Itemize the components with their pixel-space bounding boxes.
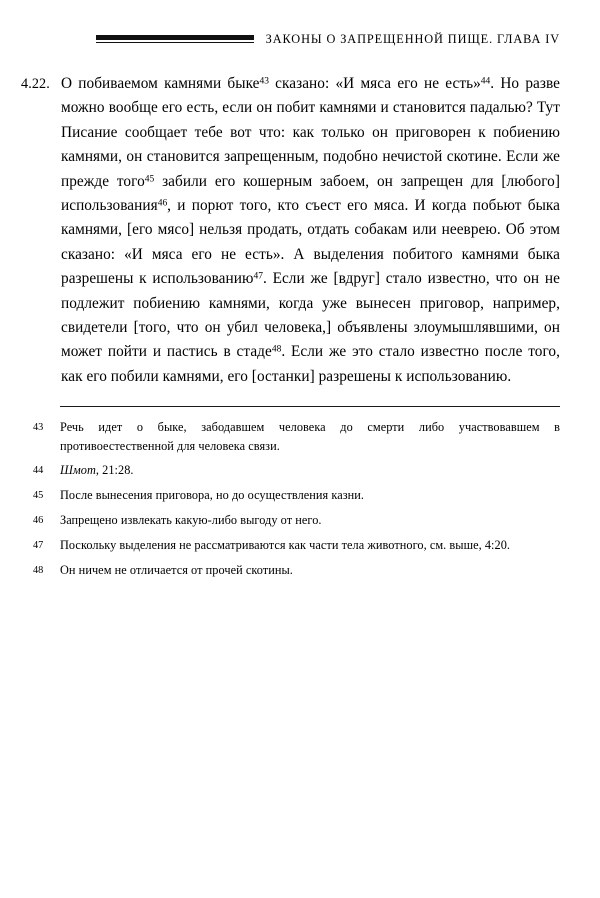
footnote-text: Он ничем не отличается от прочей скотины. [60, 563, 293, 578]
footnote-item [20, 461, 560, 481]
footnote-ref-43[interactable]: 43 [259, 76, 269, 87]
footnote-number[interactable]: 48 [33, 565, 44, 577]
footnote-ref-48[interactable]: 48 [271, 344, 282, 355]
footnote-text: Речь идет о быке, забодавшем человека до смерти либо участвовавшем в противоестественной для человека связи. [60, 420, 560, 453]
footnote-item [20, 418, 560, 455]
footnote-item [20, 511, 560, 531]
footnote-text: Поскольку выделения не рассматриваются как части тела животного, см. выше, 4:20. [60, 538, 511, 553]
body-text-block [20, 72, 560, 389]
footnote-item [20, 486, 560, 506]
footnote-ref-44[interactable]: 44 [480, 76, 491, 87]
paragraph-part-6: . Если же [вдруг] стало известно, что он не подлежит побиению камнями, когда уже вынесен приговор, например, свидетели [того, что он убил человека,] объявлены злоумышлявшими, он может пойти и пастись в стаде [61, 270, 560, 361]
paragraph-part-1: О побиваемом камнями быке [61, 75, 260, 92]
footnote-text: Запрещено извлекать какую-либо выгоду от него. [60, 512, 322, 527]
footnote-number[interactable]: 47 [33, 540, 44, 552]
footnote-ref-45[interactable]: 45 [144, 174, 155, 185]
running-header-title: ЗАКОНЫ О ЗАПРЕЩЕННОЙ ПИЩЕ. ГЛАВА IV [265, 32, 560, 47]
footnote-text: После вынесения приговора, но до осуществления казни. [60, 487, 365, 502]
paragraph-part-5: , и порют того, кто съест его мяса. И когда побьют быка камнями, [его мясо] нельзя продать, отдать собакам или нееврею. Об этом сказано: «И мяса его не есть». А выделения побитого камнями быка разрешены к использованию [61, 197, 560, 288]
running-header [60, 28, 560, 52]
paragraph-part-4: забили его кошерным забоем, он запрещен для [любого] использования [61, 172, 560, 215]
footnote-ref-47[interactable]: 47 [253, 271, 263, 282]
footnote-text [60, 461, 560, 480]
section-4-22 [20, 72, 560, 389]
footnote-ref-46[interactable]: 46 [157, 198, 168, 209]
footnote-number[interactable]: 45 [33, 489, 44, 501]
section-paragraph [61, 72, 560, 389]
footnote-number[interactable]: 46 [33, 514, 44, 526]
paragraph-part-3: . Но разве можно вообще его есть, если он побит камнями и становится падалью? Тут Писание сообщает тебе вот что: как только он приговорен к побиению камнями, он становится запрещенным, подобно нечистой скотине. Если же прежде того [61, 75, 560, 190]
footnotes-section [20, 406, 560, 586]
header-rule-decoration [96, 35, 254, 45]
footnote-source-title: Шмот [60, 462, 96, 477]
section-number: 4.22. [21, 76, 50, 92]
footnote-number[interactable]: 43 [33, 422, 44, 434]
paragraph-part-2: сказано: «И мяса его не есть» [268, 75, 481, 92]
footnote-separator-rule [60, 406, 560, 407]
footnote-item [20, 561, 560, 581]
footnote-source-reference: , 21:28. [95, 462, 134, 477]
paragraph-part-7: . Если же это стало известно после того, как его побили камнями, его [останки] разрешены к использованию. [61, 343, 560, 385]
footnote-item [20, 536, 560, 556]
footnote-number[interactable]: 44 [33, 464, 44, 476]
